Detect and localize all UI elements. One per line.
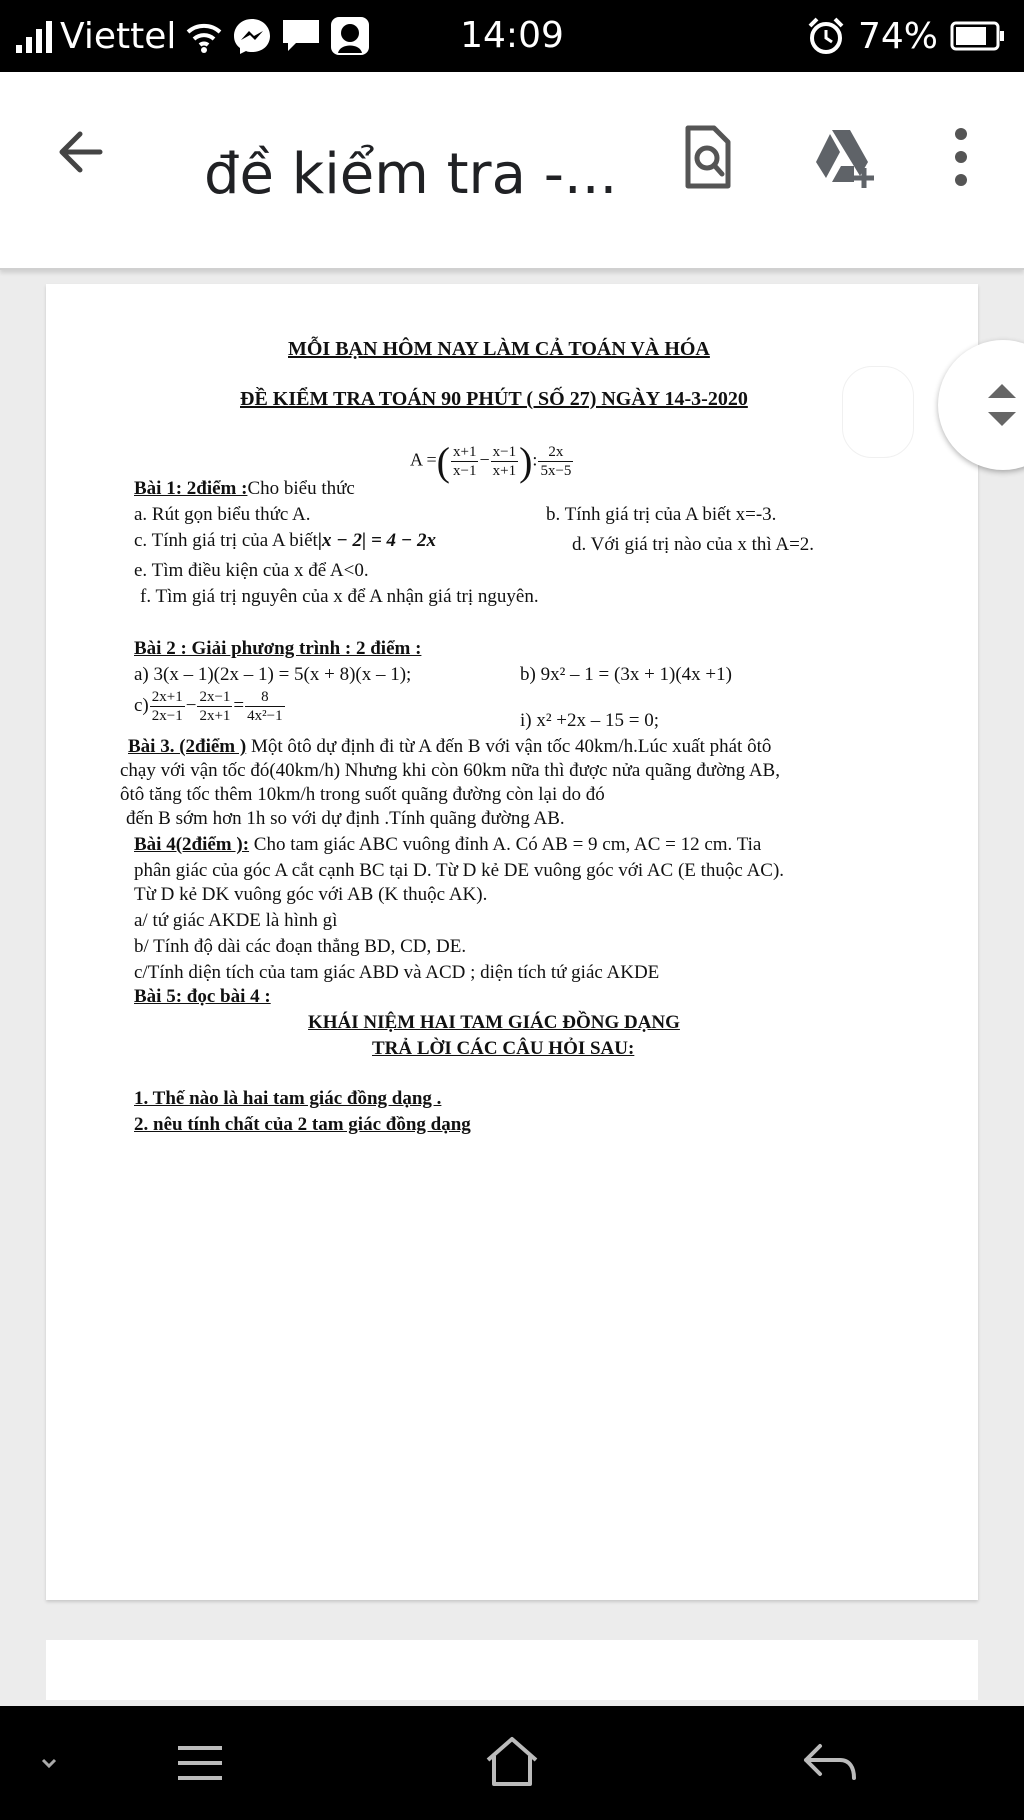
fraction: $\frac{8}{\text{4x²−1}}$ [247,689,283,724]
back-arrow-icon[interactable] [52,124,108,180]
bai3-line-4: đến B sớm hơn 1h so với dự định .Tính quãng đường AB. [126,808,565,829]
bai2-label: Bài 2 : Giải phương trình : 2 điểm : [134,638,422,659]
fraction: $\frac{x-1}{x+1}$ [492,444,517,479]
fraction: $\frac{2x-1}{2x+1}$ [199,689,231,724]
bai1-b: b. Tính giá trị của A biết x=-3. [546,504,777,525]
clock: 14:09 [460,15,564,56]
more-vert-icon[interactable] [926,122,996,192]
battery-percent: 74% [857,15,938,57]
search-document-icon[interactable] [672,122,742,192]
bai5-question-2: 2. nêu tính chất của 2 tam giác đồng dạng [134,1114,471,1135]
bai3-label: Bài 3. (2điểm ) [128,736,247,757]
bai5-question-1: 1. Thế nào là hai tam giác đồng dạng . [134,1088,442,1109]
bai2-b: b) 9x² – 1 = (3x + 1)(4x +1) [520,664,732,685]
home-icon[interactable] [482,1734,542,1790]
menu-icon[interactable] [172,1738,228,1788]
next-page[interactable] [46,1640,978,1700]
status-bar [0,0,1024,72]
bai4-a: a/ tứ giác AKDE là hình gì [134,910,338,931]
alarm-icon [806,16,846,56]
bai1-a: a. Rút gọn biểu thức A. [134,504,311,525]
back-icon[interactable] [800,1738,860,1788]
fraction: $\frac{x+1}{x-1}$ [453,444,477,479]
bai5-title-1: KHÁI NIỆM HAI TAM GIÁC ĐỒNG DẠNG [308,1012,680,1033]
bai3-line-1: Bài 3. (2điểm ) Một ôtô dự định đi từ A đến B với vận tốc 40km/h.Lúc xuất phát ôtô [128,736,772,757]
bai1-d: d. Với giá trị nào của x thì A=2. [572,534,815,555]
heading-2: ĐỀ KIỂM TRA TOÁN 90 PHÚT ( SỐ 27) NGÀY 14-3-2020 [240,388,748,410]
app-bar [0,72,1024,270]
bai4-b: b/ Tính độ dài các đoạn thẳng BD, CD, DE. [134,936,467,957]
bai5-title-2: TRẢ LỜI CÁC CÂU HỎI SAU: [372,1038,635,1059]
bai4-c: c/Tính diện tích của tam giác ABD và ACD ; diện tích tứ giác AKDE [134,962,660,983]
formula-a: A =( $\frac{x+1}{x-1}$ − $\frac{x-1}{x+1}$ ): $\frac{2x}{5x-5}$ [410,439,572,484]
bai3-line-3: ôtô tăng tốc thêm 10km/h trong suốt quãng đường còn lại do đó [120,784,605,805]
bai4-line-3: Từ D kẻ DK vuông góc với AB (K thuộc AK). [134,884,488,905]
navigation-bar [0,1706,1024,1820]
bai1-c: c. Tính giá trị của A biết|x − 2| = 4 − 2x [134,530,437,551]
scroll-arrows-icon [982,370,1022,440]
bai2-i: i) x² +2x – 15 = 0; [520,710,660,731]
bai1-f: f. Tìm giá trị nguyên của x để A nhận giá trị nguyên. [140,586,539,607]
drive-add-icon[interactable] [808,122,878,192]
chevron-down-icon[interactable] [34,1748,64,1778]
document-title: đề kiểm tra -... [204,142,618,207]
bai5-label: Bài 5: đọc bài 4 : [134,986,271,1007]
bai1-e: e. Tìm điều kiện của x để A<0. [134,560,369,581]
bai4-line-2: phân giác của góc A cắt cạnh BC tại D. Từ D kẻ DE vuông góc với AC (E thuộc AC). [134,860,785,881]
carrier-name: Viettel [60,15,177,57]
bai1-line: Bài 1: 2điểm :Cho biểu thức [134,478,355,499]
document-page[interactable] [46,284,978,1600]
battery-icon [950,20,1006,52]
bai2-a: a) 3(x – 1)(2x – 1) = 5(x + 8)(x – 1); [134,664,412,685]
bai2-c: c) $\frac{2x+1}{2x-1}$ − $\frac{2x-1}{2x+1}$ = $\frac{8}{\text{4x²−1}}$ [134,689,283,724]
heading-1: MỖI BẠN HÔM NAY LÀM CẢ TOÁN VÀ HÓA [288,338,710,360]
bai3-line-2: chạy với vận tốc đó(40km/h) Nhưng khi còn 60km nữa thì được nửa quãng đường AB, [120,760,780,781]
bai4-line-1: Bài 4(2điểm ): Cho tam giác ABC vuông đỉnh A. Có AB = 9 cm, AC = 12 cm. Tia [134,834,762,855]
fraction: $\frac{2x}{5x-5}$ [540,444,572,479]
fraction: $\frac{2x+1}{2x-1}$ [151,689,183,724]
bai4-label: Bài 4(2điểm ): [134,834,250,855]
bai1-label: Bài 1: 2điểm : [134,478,248,499]
scroll-ghost [842,366,914,458]
